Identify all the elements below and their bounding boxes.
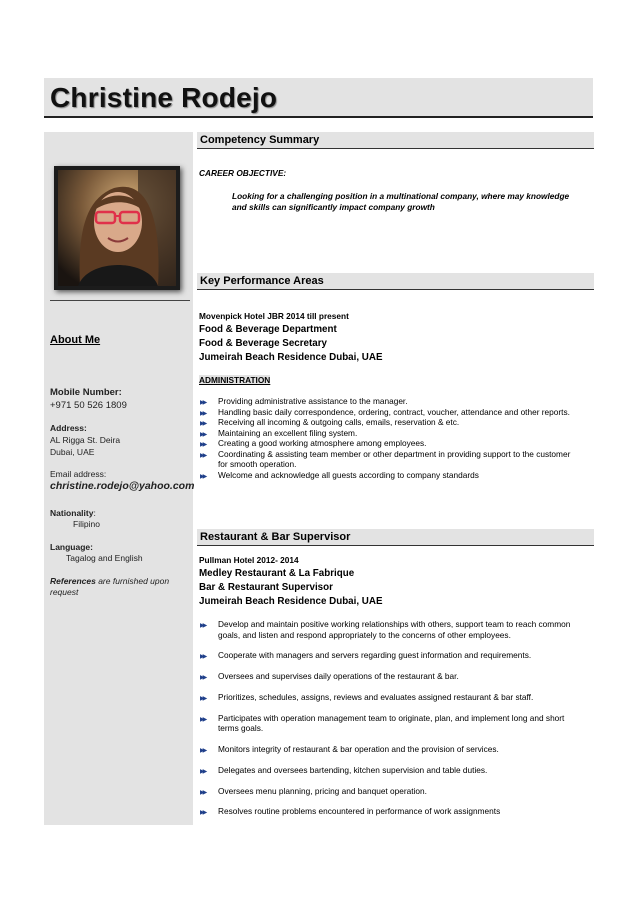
bullet-text: Monitors integrity of restaurant & bar operation and the provision of services. <box>218 743 499 754</box>
bullet-item <box>200 470 592 481</box>
bullet-text: Delegates and oversees bartending, kitchen supervision and table duties. <box>218 764 488 775</box>
double-arrow-bullet-icon: ▶▶ <box>200 473 206 480</box>
double-arrow-bullet-icon: ▶▶ <box>200 654 206 661</box>
bullet-text: Prioritizes, schedules, assigns, reviews and evaluates assigned restaurant & bar staff. <box>218 691 534 702</box>
career-objective-label: CAREER OBJECTIVE: <box>199 168 287 178</box>
bullet-item <box>200 713 592 734</box>
bullet-text: Handling basic daily correspondence, ordering, contract, voucher, attendance and other reports. <box>218 406 570 417</box>
supervisor-heading: Restaurant & Bar Supervisor <box>200 531 351 543</box>
double-arrow-bullet-icon: ▶▶ <box>200 400 206 406</box>
email-value[interactable]: christine.rodejo@yahoo.com <box>50 480 195 492</box>
about-me-heading: About Me <box>50 334 101 346</box>
references-line2: request <box>50 587 79 597</box>
supervisor-location: Jumeirah Beach Residence Dubai, UAE <box>199 596 383 607</box>
sidebar-divider <box>50 300 190 301</box>
bullet-item <box>200 650 592 661</box>
bullet-item <box>200 396 592 407</box>
bullet-text: Receiving all incoming & outgoing calls, emails, reservation & etc. <box>218 417 460 427</box>
language-value: Tagalog and English <box>66 553 143 563</box>
bullet-item <box>200 428 592 439</box>
bullet-text: terms goals. <box>218 723 264 734</box>
double-arrow-bullet-icon: ▶▶ <box>200 716 206 723</box>
supervisor-role: Bar & Restaurant Supervisor <box>199 582 333 593</box>
bullet-text: Coordinating & assisting team member or other department in providing support to the customer <box>218 448 571 459</box>
kpa-role: Food & Beverage Secretary <box>199 338 327 349</box>
bullet-item <box>200 744 592 755</box>
double-arrow-bullet-icon: ▶▶ <box>200 768 206 775</box>
candidate-name: Christine Rodejo <box>50 82 278 113</box>
bullet-text: goals, and listen and respond appropriately to the concerns of other employees. <box>218 629 511 640</box>
nationality-label: Nationality <box>50 508 94 518</box>
bullet-text: Oversees menu planning, pricing and banquet operation. <box>218 785 427 796</box>
bullet-item <box>200 671 592 682</box>
bullet-item <box>200 786 592 797</box>
supervisor-venue: Medley Restaurant & La Fabrique <box>199 568 355 579</box>
references-line1 <box>50 576 169 586</box>
mobile-value: +971 50 526 1809 <box>50 400 127 411</box>
double-arrow-bullet-icon: ▶▶ <box>200 421 206 427</box>
address-label: Address: <box>50 423 87 433</box>
double-arrow-bullet-icon: ▶▶ <box>200 442 206 448</box>
address-line2: Dubai, UAE <box>50 447 95 457</box>
kpa-department: Food & Beverage Department <box>199 324 337 335</box>
supervisor-section-header <box>197 529 594 546</box>
bullet-item <box>200 692 592 703</box>
nationality-row: Nationality: <box>50 508 96 518</box>
supervisor-job-line: Pullman Hotel 2012- 2014 <box>199 555 299 565</box>
nationality-value: Filipino <box>73 519 100 529</box>
mobile-label: Mobile Number: <box>50 387 122 398</box>
bullet-text: Resolves routine problems encountered in performance of work assignments <box>218 806 501 817</box>
language-label: Language: <box>50 542 93 552</box>
bullet-item <box>200 407 592 418</box>
double-arrow-bullet-icon: ▶▶ <box>200 747 206 754</box>
career-objective-line1: Looking for a challenging position in a multinational company, where may knowledge <box>232 191 570 201</box>
bullet-text: Creating a good working atmosphere among employees. <box>218 438 427 448</box>
bullet-item <box>200 417 592 428</box>
kpa-section-header <box>197 273 594 290</box>
double-arrow-bullet-icon: ▶▶ <box>200 789 206 796</box>
bullet-item <box>200 619 592 640</box>
address-line1: AL Rigga St. Deira <box>50 435 121 445</box>
bullet-text: Participates with operation management team to originate, plan, and implement long and short <box>218 712 565 723</box>
bullet-text: for smooth operation. <box>218 459 297 469</box>
double-arrow-bullet-icon: ▶▶ <box>200 810 206 817</box>
career-objective-line2: and skills can significantly impact company growth <box>232 202 435 212</box>
references-rest: are furnished upon <box>95 576 170 586</box>
double-arrow-bullet-icon: ▶▶ <box>200 695 206 702</box>
bullet-text: Maintaining an excellent filing system. <box>218 427 358 438</box>
double-arrow-bullet-icon: ▶▶ <box>200 675 206 682</box>
administration-label: ADMINISTRATION <box>199 375 271 385</box>
double-arrow-bullet-icon: ▶▶ <box>200 623 206 629</box>
profile-photo-frame <box>54 166 180 290</box>
references-bold: References <box>50 576 96 586</box>
kpa-job-line: Movenpick Hotel JBR 2014 till present <box>199 311 349 321</box>
profile-photo <box>58 170 176 286</box>
competency-section-header <box>197 132 594 149</box>
email-label: Email address: <box>50 469 107 479</box>
double-arrow-bullet-icon: ▶▶ <box>200 410 206 417</box>
bullet-text: Cooperate with managers and servers regarding guest information and requirements. <box>218 650 532 661</box>
kpa-heading: Key Performance Areas <box>200 275 324 287</box>
double-arrow-bullet-icon: ▶▶ <box>200 452 206 459</box>
competency-heading: Competency Summary <box>200 134 320 146</box>
kpa-bullet-list <box>200 396 592 480</box>
double-arrow-bullet-icon: ▶▶ <box>200 431 206 438</box>
name-banner <box>44 78 593 118</box>
supervisor-bullet-list <box>200 619 592 827</box>
bullet-text: Oversees and supervises daily operations of the restaurant & bar. <box>218 671 459 682</box>
bullet-text: Welcome and acknowledge all guests according to company standards <box>218 469 479 480</box>
bullet-item <box>200 449 592 470</box>
bullet-item <box>200 765 592 776</box>
bullet-item <box>200 438 592 449</box>
bullet-item <box>200 806 592 817</box>
kpa-location: Jumeirah Beach Residence Dubai, UAE <box>199 352 383 363</box>
bullet-text: Providing administrative assistance to the manager. <box>218 396 408 406</box>
bullet-text: Develop and maintain positive working relationships with others, support team to reach common <box>218 619 571 629</box>
